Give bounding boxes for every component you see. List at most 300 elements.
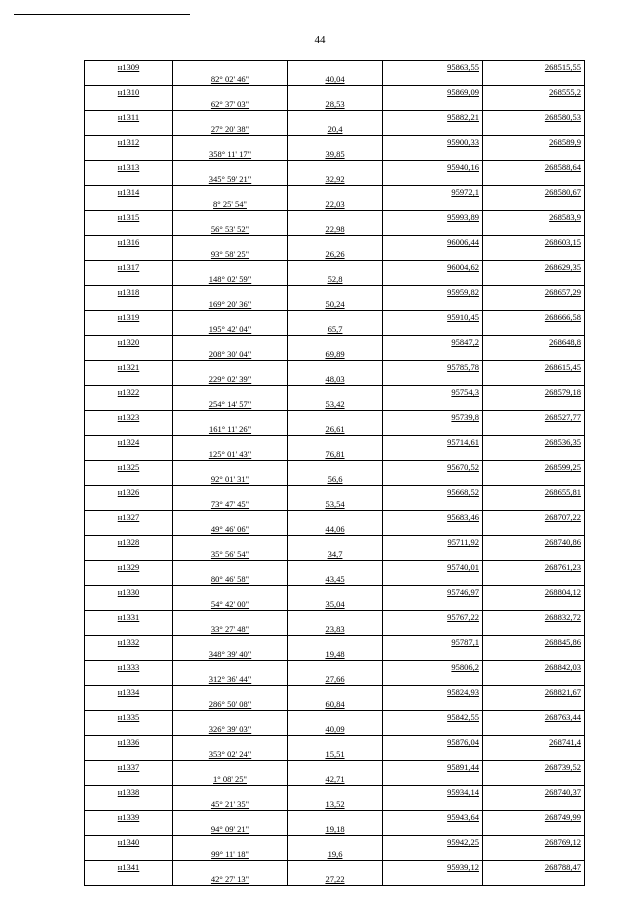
empty-cell [483, 873, 585, 886]
segment-length-text: 27,22 [325, 874, 345, 884]
y-coordinate [483, 736, 585, 749]
x-coordinate-text: 95739,8 [451, 412, 479, 422]
segment-length [288, 373, 383, 386]
direction-angle [173, 648, 288, 661]
empty-cell [85, 773, 173, 786]
x-coordinate-text: 95714,61 [447, 437, 479, 447]
empty-cell [85, 598, 173, 611]
empty-cell [85, 198, 173, 211]
empty-cell [85, 798, 173, 811]
empty-cell [383, 698, 483, 711]
empty-cell [173, 386, 288, 399]
point-name [85, 561, 173, 574]
empty-cell [288, 761, 383, 774]
x-coordinate [383, 711, 483, 724]
x-coordinate-text: 95863,55 [447, 62, 479, 72]
empty-cell [85, 848, 173, 861]
segment-length [288, 73, 383, 86]
segment-length [288, 198, 383, 211]
empty-cell [383, 473, 483, 486]
direction-angle-text: 49° 46' 06" [210, 524, 250, 534]
empty-cell [288, 86, 383, 99]
empty-cell [483, 148, 585, 161]
segment-length-text: 19,6 [327, 849, 343, 859]
x-coordinate [383, 636, 483, 649]
empty-cell [483, 398, 585, 411]
y-coordinate-text: 268821,67 [544, 687, 581, 697]
empty-cell [383, 848, 483, 861]
point-name [85, 411, 173, 424]
empty-cell [383, 348, 483, 361]
point-name-text: н1336 [117, 737, 140, 747]
point-row [85, 761, 585, 774]
y-coordinate [483, 486, 585, 499]
segment-length [288, 773, 383, 786]
direction-angle [173, 498, 288, 511]
empty-cell [483, 598, 585, 611]
x-coordinate-text: 95940,16 [447, 162, 479, 172]
x-coordinate [383, 186, 483, 199]
point-name-text: н1315 [117, 212, 140, 222]
point-row [85, 236, 585, 249]
x-coordinate [383, 586, 483, 599]
direction-angle [173, 323, 288, 336]
empty-cell [85, 223, 173, 236]
empty-cell [383, 148, 483, 161]
segment-length [288, 498, 383, 511]
segment-length-text: 43,45 [325, 574, 345, 584]
y-coordinate [483, 686, 585, 699]
segment-length-text: 69,89 [325, 349, 345, 359]
y-coordinate-text: 268603,15 [544, 237, 581, 247]
point-name [85, 336, 173, 349]
y-coordinate-text: 268763,44 [544, 712, 581, 722]
point-name [85, 311, 173, 324]
direction-angle [173, 348, 288, 361]
direction-angle-text: 42° 27' 13" [210, 874, 250, 884]
y-coordinate [483, 236, 585, 249]
point-name [85, 686, 173, 699]
point-row [85, 386, 585, 399]
y-coordinate-text: 268769,12 [544, 837, 581, 847]
x-coordinate-text: 95767,22 [447, 612, 479, 622]
segment-length [288, 648, 383, 661]
direction-angle [173, 823, 288, 836]
y-coordinate-text: 268555,2 [549, 87, 581, 97]
direction-angle-text: 93° 58' 25" [210, 249, 250, 259]
y-coordinate-text: 268599,25 [544, 462, 581, 472]
empty-cell [173, 786, 288, 799]
point-name-text: н1322 [117, 387, 140, 397]
direction-angle [173, 198, 288, 211]
segment-row [85, 173, 585, 186]
point-row [85, 111, 585, 124]
empty-cell [85, 573, 173, 586]
point-name [85, 211, 173, 224]
point-name-text: н1309 [117, 62, 140, 72]
empty-cell [288, 861, 383, 874]
point-name-text: н1327 [117, 512, 140, 522]
empty-cell [173, 211, 288, 224]
y-coordinate-text: 268588,64 [544, 162, 581, 172]
empty-cell [173, 836, 288, 849]
direction-angle-text: 358° 11' 17" [208, 149, 252, 159]
empty-cell [85, 648, 173, 661]
x-coordinate [383, 661, 483, 674]
x-coordinate-text: 95900,33 [447, 137, 479, 147]
point-name-text: н1311 [117, 112, 140, 122]
empty-cell [483, 548, 585, 561]
empty-cell [288, 261, 383, 274]
point-row [85, 86, 585, 99]
empty-cell [173, 861, 288, 874]
segment-length-text: 76,81 [325, 449, 345, 459]
y-coordinate [483, 286, 585, 299]
x-coordinate [383, 61, 483, 74]
direction-angle-text: 27° 20' 38" [210, 124, 250, 134]
point-row [85, 836, 585, 849]
empty-cell [173, 361, 288, 374]
point-name [85, 461, 173, 474]
direction-angle-text: 348° 39' 40" [208, 649, 252, 659]
segment-row [85, 648, 585, 661]
segment-length-text: 52,8 [327, 274, 343, 284]
empty-cell [483, 748, 585, 761]
empty-cell [383, 273, 483, 286]
y-coordinate [483, 186, 585, 199]
segment-row [85, 848, 585, 861]
direction-angle-text: 35° 56' 54" [210, 549, 250, 559]
y-coordinate-text: 268832,72 [544, 612, 581, 622]
empty-cell [288, 536, 383, 549]
empty-cell [383, 98, 483, 111]
y-coordinate [483, 786, 585, 799]
empty-cell [483, 573, 585, 586]
segment-length [288, 98, 383, 111]
direction-angle-text: 148° 02' 59" [208, 274, 252, 284]
point-name-text: н1340 [117, 837, 140, 847]
empty-cell [383, 448, 483, 461]
empty-cell [85, 298, 173, 311]
point-name [85, 586, 173, 599]
empty-cell [383, 423, 483, 436]
y-coordinate-text: 268580,67 [544, 187, 581, 197]
x-coordinate-text: 95711,92 [447, 537, 479, 547]
empty-cell [173, 86, 288, 99]
x-coordinate [383, 761, 483, 774]
empty-cell [483, 823, 585, 836]
x-coordinate [383, 436, 483, 449]
empty-cell [173, 586, 288, 599]
y-coordinate-text: 268740,86 [544, 537, 581, 547]
y-coordinate-text: 268739,52 [544, 762, 581, 772]
point-name-text: н1329 [117, 562, 140, 572]
x-coordinate [383, 811, 483, 824]
empty-cell [173, 111, 288, 124]
empty-cell [483, 698, 585, 711]
empty-cell [85, 673, 173, 686]
empty-cell [85, 723, 173, 736]
direction-angle [173, 298, 288, 311]
empty-cell [288, 311, 383, 324]
point-name-text: н1339 [117, 812, 140, 822]
x-coordinate [383, 736, 483, 749]
point-name [85, 811, 173, 824]
x-coordinate [383, 111, 483, 124]
segment-row [85, 798, 585, 811]
empty-cell [288, 386, 383, 399]
empty-cell [173, 561, 288, 574]
y-coordinate-text: 268657,29 [544, 287, 581, 297]
empty-cell [173, 436, 288, 449]
empty-cell [383, 648, 483, 661]
segment-length-text: 56,6 [327, 474, 343, 484]
segment-length-text: 48,03 [325, 374, 345, 384]
y-coordinate-text: 268648,8 [549, 337, 581, 347]
segment-length-text: 27,66 [325, 674, 345, 684]
empty-cell [383, 748, 483, 761]
point-name [85, 161, 173, 174]
y-coordinate [483, 611, 585, 624]
segment-length-text: 22,98 [325, 224, 345, 234]
empty-cell [288, 111, 383, 124]
x-coordinate-text: 95993,89 [447, 212, 479, 222]
direction-angle-text: 73° 47' 45" [210, 499, 250, 509]
x-coordinate [383, 311, 483, 324]
direction-angle-text: 56° 53' 52" [210, 224, 250, 234]
direction-angle [173, 523, 288, 536]
y-coordinate-text: 268527,77 [544, 412, 581, 422]
segment-row [85, 123, 585, 136]
empty-cell [483, 848, 585, 861]
empty-cell [288, 561, 383, 574]
y-coordinate [483, 836, 585, 849]
empty-cell [85, 123, 173, 136]
y-coordinate-text: 268515,55 [544, 62, 581, 72]
direction-angle [173, 423, 288, 436]
x-coordinate-text: 95972,1 [451, 187, 479, 197]
empty-cell [483, 373, 585, 386]
x-coordinate [383, 861, 483, 874]
direction-angle-text: 286° 50' 08" [208, 699, 252, 709]
empty-cell [288, 336, 383, 349]
point-name [85, 661, 173, 674]
segment-length-text: 15,51 [325, 749, 345, 759]
empty-cell [483, 648, 585, 661]
point-name [85, 386, 173, 399]
x-coordinate-text: 95683,46 [447, 512, 479, 522]
direction-angle-text: 92° 01' 31" [210, 474, 250, 484]
segment-length [288, 148, 383, 161]
y-coordinate [483, 211, 585, 224]
direction-angle [173, 473, 288, 486]
y-coordinate [483, 411, 585, 424]
segment-length [288, 723, 383, 736]
empty-cell [173, 611, 288, 624]
point-row [85, 311, 585, 324]
header-rule [14, 14, 190, 15]
segment-length [288, 448, 383, 461]
direction-angle-text: 345° 59' 21" [208, 174, 252, 184]
empty-cell [383, 673, 483, 686]
segment-length [288, 573, 383, 586]
segment-length-text: 40,09 [325, 724, 345, 734]
empty-cell [85, 823, 173, 836]
direction-angle [173, 448, 288, 461]
segment-length-text: 50,24 [325, 299, 345, 309]
x-coordinate-text: 95670,52 [447, 462, 479, 472]
segment-length-text: 35,04 [325, 599, 345, 609]
direction-angle [173, 248, 288, 261]
empty-cell [85, 348, 173, 361]
segment-length-text: 44,06 [325, 524, 345, 534]
empty-cell [483, 73, 585, 86]
segment-length-text: 40,04 [325, 74, 345, 84]
direction-angle-text: 80° 46' 58" [210, 574, 250, 584]
segment-length-text: 20,4 [327, 124, 343, 134]
segment-length-text: 28,53 [325, 99, 345, 109]
empty-cell [288, 736, 383, 749]
point-row [85, 286, 585, 299]
empty-cell [383, 573, 483, 586]
y-coordinate [483, 761, 585, 774]
empty-cell [173, 461, 288, 474]
segment-length-text: 34,7 [327, 549, 343, 559]
point-name [85, 486, 173, 499]
segment-row [85, 598, 585, 611]
x-coordinate [383, 286, 483, 299]
y-coordinate-text: 268842,03 [544, 662, 581, 672]
segment-length [288, 423, 383, 436]
direction-angle [173, 598, 288, 611]
point-name-text: н1320 [117, 337, 140, 347]
segment-length [288, 873, 383, 886]
point-name-text: н1331 [117, 612, 140, 622]
direction-angle-text: 125° 01' 43" [208, 449, 252, 459]
y-coordinate [483, 361, 585, 374]
empty-cell [383, 598, 483, 611]
y-coordinate [483, 661, 585, 674]
point-row [85, 261, 585, 274]
point-name-text: н1317 [117, 262, 140, 272]
point-row [85, 486, 585, 499]
empty-cell [288, 686, 383, 699]
point-row [85, 361, 585, 374]
point-row [85, 611, 585, 624]
empty-cell [288, 436, 383, 449]
empty-cell [483, 173, 585, 186]
empty-cell [85, 623, 173, 636]
y-coordinate-text: 268615,45 [544, 362, 581, 372]
x-coordinate-text: 95882,21 [447, 112, 479, 122]
segment-length-text: 19,18 [325, 824, 345, 834]
direction-angle-text: 45° 21' 35" [210, 799, 250, 809]
segment-row [85, 673, 585, 686]
y-coordinate-text: 268741,4 [549, 737, 581, 747]
x-coordinate [383, 536, 483, 549]
x-coordinate-text: 95746,97 [447, 587, 479, 597]
y-coordinate [483, 461, 585, 474]
x-coordinate [383, 836, 483, 849]
empty-cell [288, 136, 383, 149]
point-name [85, 786, 173, 799]
direction-angle-text: 169° 20' 36" [208, 299, 252, 309]
x-coordinate-text: 95740,01 [447, 562, 479, 572]
empty-cell [288, 211, 383, 224]
point-name [85, 611, 173, 624]
segment-length [288, 348, 383, 361]
x-coordinate [383, 561, 483, 574]
point-name [85, 436, 173, 449]
direction-angle-text: 353° 02' 24" [208, 749, 252, 759]
empty-cell [383, 198, 483, 211]
empty-cell [85, 98, 173, 111]
x-coordinate-text: 95847,2 [451, 337, 479, 347]
empty-cell [173, 736, 288, 749]
point-name-text: н1333 [117, 662, 140, 672]
empty-cell [85, 248, 173, 261]
point-name-text: н1310 [117, 87, 140, 97]
y-coordinate [483, 261, 585, 274]
empty-cell [483, 798, 585, 811]
direction-angle [173, 623, 288, 636]
y-coordinate [483, 111, 585, 124]
segment-row [85, 398, 585, 411]
empty-cell [483, 298, 585, 311]
empty-cell [173, 511, 288, 524]
empty-cell [173, 186, 288, 199]
segment-length [288, 298, 383, 311]
coordinates-table [84, 60, 585, 886]
point-name-text: н1335 [117, 712, 140, 722]
segment-length [288, 473, 383, 486]
empty-cell [173, 711, 288, 724]
segment-length [288, 548, 383, 561]
segment-length [288, 698, 383, 711]
empty-cell [483, 198, 585, 211]
x-coordinate-text: 95787,1 [451, 637, 479, 647]
point-row [85, 661, 585, 674]
empty-cell [173, 636, 288, 649]
empty-cell [288, 236, 383, 249]
segment-row [85, 423, 585, 436]
empty-cell [483, 673, 585, 686]
segment-length-text: 60,84 [325, 699, 345, 709]
segment-length [288, 398, 383, 411]
y-coordinate-text: 268579,18 [544, 387, 581, 397]
point-name-text: н1338 [117, 787, 140, 797]
direction-angle [173, 873, 288, 886]
empty-cell [383, 873, 483, 886]
x-coordinate-text: 95959,82 [447, 287, 479, 297]
empty-cell [483, 98, 585, 111]
y-coordinate [483, 511, 585, 524]
direction-angle [173, 848, 288, 861]
point-name [85, 761, 173, 774]
x-coordinate [383, 361, 483, 374]
empty-cell [383, 298, 483, 311]
empty-cell [288, 511, 383, 524]
y-coordinate-text: 268655,81 [544, 487, 581, 497]
page-number: 44 [314, 34, 326, 46]
direction-angle-text: 254° 14' 57" [208, 399, 252, 409]
empty-cell [483, 423, 585, 436]
segment-row [85, 198, 585, 211]
empty-cell [173, 661, 288, 674]
segment-length-text: 13,52 [325, 799, 345, 809]
empty-cell [85, 273, 173, 286]
direction-angle [173, 148, 288, 161]
